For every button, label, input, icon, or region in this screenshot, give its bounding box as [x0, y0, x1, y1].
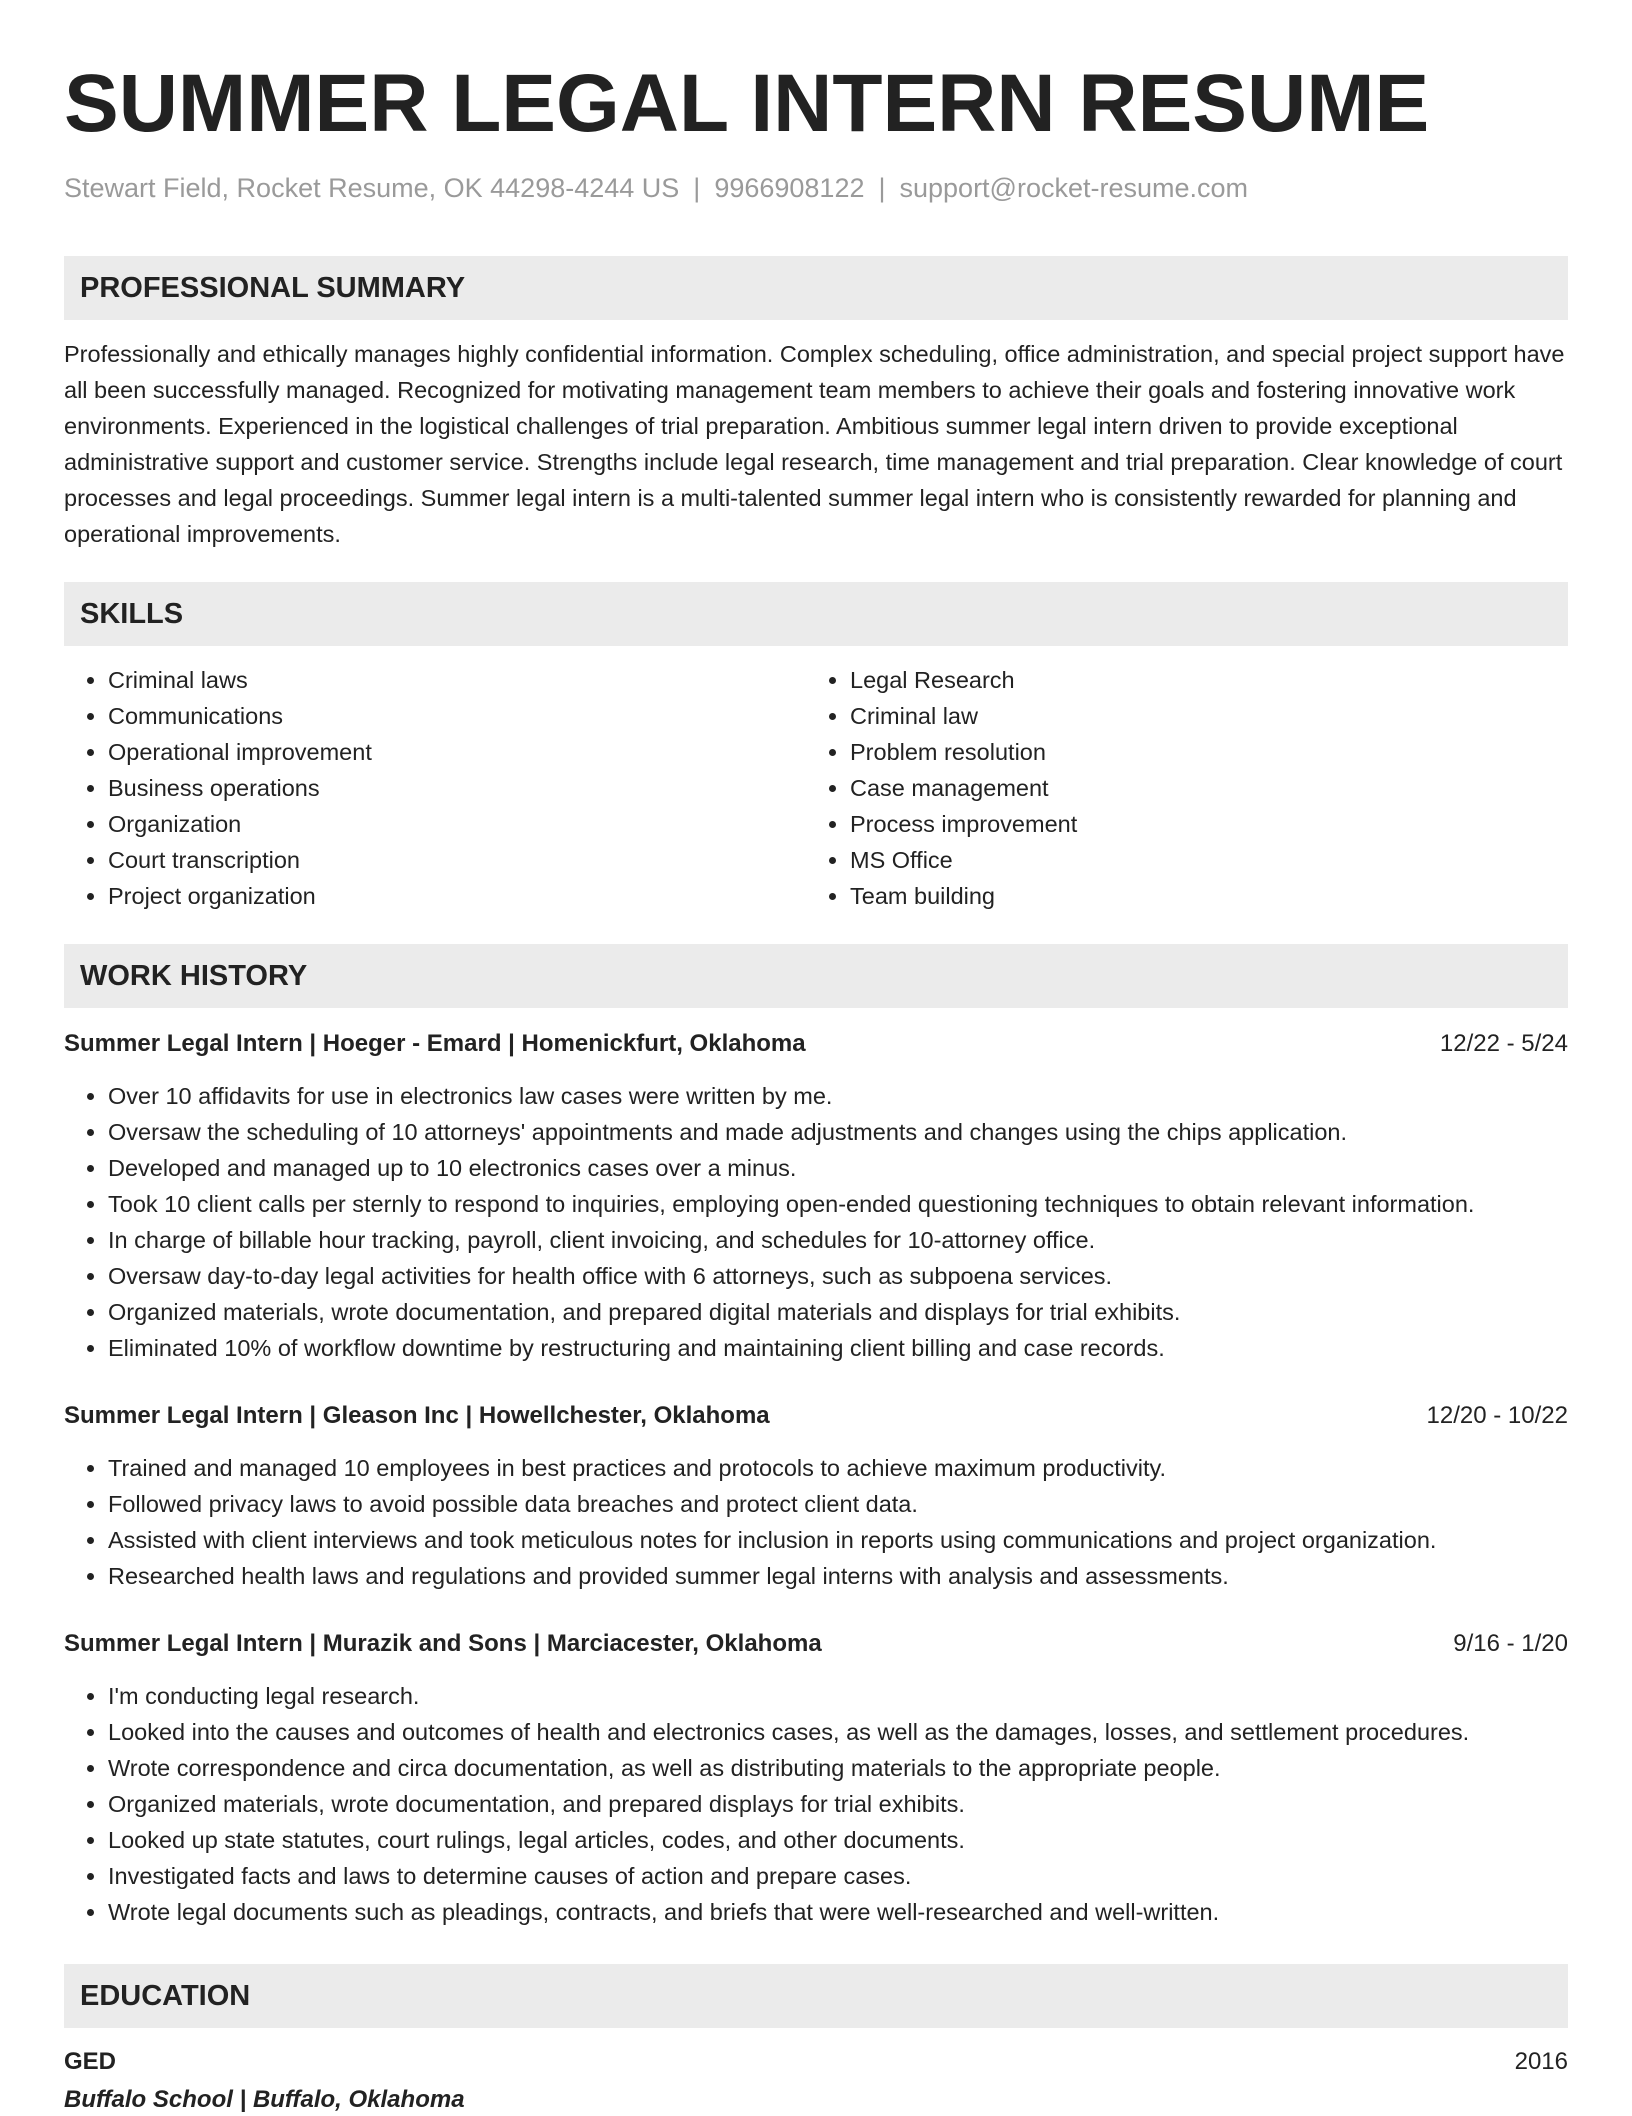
job-dates: 12/20 - 10/22: [1426, 1402, 1568, 1429]
skill-item: • Business operations: [108, 770, 806, 806]
section-header-education: EDUCATION: [64, 1964, 1568, 2028]
job-bullet: • Wrote legal documents such as pleadings, contracts, and briefs that were well-researched and well-written.: [108, 1894, 1568, 1930]
job-bullet: • Looked into the causes and outcomes of health and electronics cases, as well as the damages, losses, and settlement procedures.: [108, 1714, 1568, 1750]
contact-separator: |: [693, 173, 701, 203]
skill-item: • Problem resolution: [850, 734, 1548, 770]
job-bullet: • Trained and managed 10 employees in best practices and protocols to achieve maximum productivity.: [108, 1450, 1568, 1486]
education-degree: GED: [64, 2048, 117, 2075]
job-bullet: • Organized materials, wrote documentation, and prepared digital materials and displays for trial exhibits.: [108, 1294, 1568, 1330]
job-bullet: • Over 10 affidavits for use in electronics law cases were written by me.: [108, 1078, 1568, 1114]
section-header-summary: PROFESSIONAL SUMMARY: [64, 256, 1568, 320]
contact-email[interactable]: support@rocket-resume.com: [899, 173, 1249, 203]
skills-list-left: [64, 662, 806, 914]
skill-item: • Communications: [108, 698, 806, 734]
job-header: [64, 1028, 1568, 1060]
education-year: 2016: [1514, 2048, 1568, 2075]
contact-phone: 9966908122: [714, 173, 865, 203]
skill-item: • Process improvement: [850, 806, 1548, 842]
education-row: [64, 2046, 1568, 2078]
skill-item: • Project organization: [108, 878, 806, 914]
job-dates: 12/22 - 5/24: [1439, 1030, 1568, 1057]
job-bullet: • Took 10 client calls per sternly to respond to inquiries, employing open-ended questioning techniques to obtain relevant information.: [108, 1186, 1568, 1222]
job-bullet: • Looked up state statutes, court rulings, legal articles, codes, and other documents.: [108, 1822, 1568, 1858]
job-header: [64, 1628, 1568, 1660]
job-bullet: • In charge of billable hour tracking, payroll, client invoicing, and schedules for 10-attorney office.: [108, 1222, 1568, 1258]
education-school: Buffalo School | Buffalo, Oklahoma: [64, 2086, 465, 2113]
section-header-work: WORK HISTORY: [64, 944, 1568, 1008]
job-bullet: • Investigated facts and laws to determine causes of action and prepare cases.: [108, 1858, 1568, 1894]
job-bullets: [64, 1450, 1568, 1594]
skill-item: • Legal Research: [850, 662, 1548, 698]
job-bullet: • Developed and managed up to 10 electronics cases over a minus.: [108, 1150, 1568, 1186]
contact-separator: |: [878, 173, 886, 203]
job-title: Summer Legal Intern | Gleason Inc | Howellchester, Oklahoma: [64, 1402, 770, 1429]
job-bullet: • Eliminated 10% of workflow downtime by restructuring and maintaining client billing and case records.: [108, 1330, 1568, 1366]
skill-item: • Criminal law: [850, 698, 1548, 734]
job-bullets: [64, 1678, 1568, 1930]
job-bullet: • I'm conducting legal research.: [108, 1678, 1568, 1714]
job-entry: [64, 1628, 1568, 1930]
skills-grid: [64, 662, 1568, 914]
contact-line: [64, 170, 1568, 206]
job-entry: [64, 1028, 1568, 1366]
contact-address: Stewart Field, Rocket Resume, OK 44298-4244 US: [64, 173, 680, 203]
job-bullet: • Researched health laws and regulations and provided summer legal interns with analysis and assessments.: [108, 1558, 1568, 1594]
skill-item: • Organization: [108, 806, 806, 842]
job-bullet: • Oversaw the scheduling of 10 attorneys' appointments and made adjustments and changes using the chips application.: [108, 1114, 1568, 1150]
job-bullet: • Followed privacy laws to avoid possible data breaches and protect client data.: [108, 1486, 1568, 1522]
job-bullets: [64, 1078, 1568, 1366]
skill-item: • Case management: [850, 770, 1548, 806]
job-header: [64, 1400, 1568, 1432]
skills-list-right: [806, 662, 1548, 914]
skill-item: • Operational improvement: [108, 734, 806, 770]
job-bullet: • Organized materials, wrote documentation, and prepared displays for trial exhibits.: [108, 1786, 1568, 1822]
summary-text: Professionally and ethically manages highly confidential information. Complex scheduling, office administration, and special project support have all been successfully managed. Recognized for motivating management team members to achieve their goals and fostering innovative work environments. Experienced in the logistical challenges of trial preparation. Ambitious summer legal intern driven to provide exceptional administrative support and customer service. Strengths include legal research, time management and trial preparation. Clear knowledge of court processes and legal proceedings. Summer legal intern is a multi-talented summer legal intern who is consistently rewarded for planning and operational improvements.: [64, 341, 1565, 547]
job-bullet: • Wrote correspondence and circa documentation, as well as distributing materials to the appropriate people.: [108, 1750, 1568, 1786]
job-bullet: • Oversaw day-to-day legal activities for health office with 6 attorneys, such as subpoena services.: [108, 1258, 1568, 1294]
job-title: Summer Legal Intern | Murazik and Sons | Marciacester, Oklahoma: [64, 1630, 822, 1657]
skill-item: • Court transcription: [108, 842, 806, 878]
skill-item: • Criminal laws: [108, 662, 806, 698]
job-entry: [64, 1400, 1568, 1594]
job-dates: 9/16 - 1/20: [1453, 1630, 1568, 1657]
resume-title: SUMMER LEGAL INTERN RESUME: [64, 58, 1430, 149]
skill-item: • MS Office: [850, 842, 1548, 878]
job-bullet: • Assisted with client interviews and took meticulous notes for inclusion in reports using communications and project organization.: [108, 1522, 1568, 1558]
skill-item: • Team building: [850, 878, 1548, 914]
resume-page: [64, 56, 1568, 2116]
section-header-skills: SKILLS: [64, 582, 1568, 646]
job-title: Summer Legal Intern | Hoeger - Emard | Homenickfurt, Oklahoma: [64, 1030, 806, 1057]
